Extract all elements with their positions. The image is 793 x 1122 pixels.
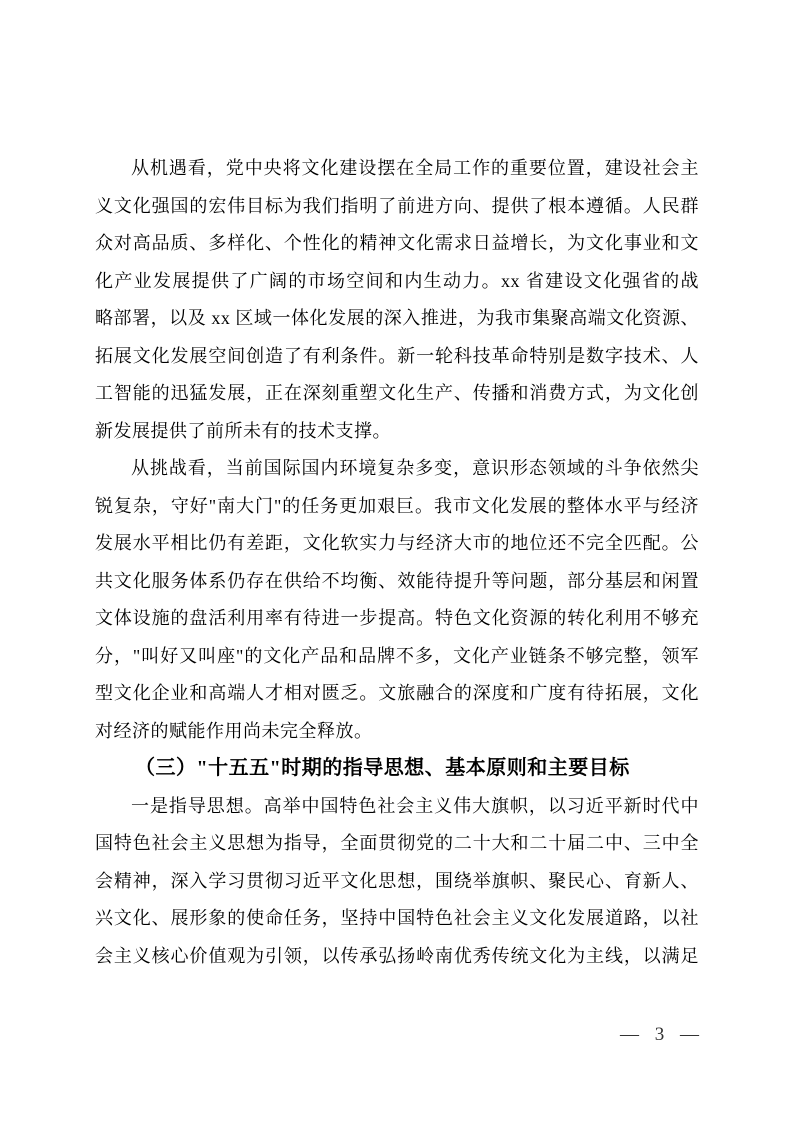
page-footer [620, 1022, 700, 1048]
paragraph [95, 150, 699, 450]
text-line: 一是指导思想。高举中国特色社会主义伟大旗帜，以习近平新时代中 [131, 795, 699, 816]
text-line: 文体设施的盘活利用率有待进一步提高。特色文化资源的转化利用不够充 [95, 608, 699, 628]
text-line: 会精神，深入学习贯彻习近平文化思想，围绕举旗帜、聚民心、育新人、 [95, 870, 699, 891]
text-line: 会主义核心价值观为引领，以传承弘扬岭南优秀传统文化为主线，以满足 [95, 945, 699, 966]
text-line: 新发展提供了前所未有的技术支撑。 [95, 420, 391, 441]
text-line: 拓展文化发展空间创造了有利条件。新一轮科技革命特别是数字技术、人 [95, 345, 699, 366]
text-line: 兴文化、展形象的使命任务，坚持中国特色社会主义文化发展道路，以社 [95, 908, 699, 928]
text-line: 略部署，以及 xx 区域一体化发展的深入推进，为我市集聚高端文化资源、 [95, 308, 699, 328]
paragraph [95, 450, 699, 750]
text-line: 众对高品质、多样化、个性化的精神文化需求日益增长，为文化事业和文 [95, 233, 699, 253]
text-line: 锐复杂，守好"南大门"的任务更加艰巨。我市文化发展的整体水平与经济 [95, 495, 699, 516]
text-line: 工智能的迅猛发展，正在深刻重塑文化生产、传播和消费方式，为文化创 [95, 383, 699, 403]
text-line: 从机遇看，党中央将文化建设摆在全局工作的重要位置，建设社会主 [131, 158, 699, 178]
section-heading [95, 750, 699, 788]
paragraph [95, 788, 699, 976]
text-line: 义文化强国的宏伟目标为我们指明了前进方向、提供了根本遵循。人民群 [95, 195, 699, 216]
text-line: 对经济的赋能作用尚未完全释放。 [95, 720, 373, 741]
document-body [95, 150, 699, 975]
text-line: 型文化企业和高端人才相对匮乏。文旅融合的深度和广度有待拓展，文化 [95, 683, 699, 703]
text-line: 共文化服务体系仍存在供给不均衡、效能待提升等问题，部分基层和闲置 [95, 570, 699, 591]
text-line: 从挑战看，当前国际国内环境复杂多变，意识形态领域的斗争依然尖 [131, 458, 699, 478]
heading-text-line: （三）"十五五"时期的指导思想、基本原则和主要目标 [135, 757, 630, 779]
text-line: 发展水平相比仍有差距，文化软实力与经济大市的地位还不完全匹配。公 [95, 533, 699, 553]
text-line: 分，"叫好又叫座"的文化产品和品牌不多，文化产业链条不够完整，领军 [95, 645, 699, 666]
text-line: 化产业发展提供了广阔的市场空间和内生动力。xx 省建设文化强省的战 [95, 270, 699, 291]
text-line: 国特色社会主义思想为指导，全面贯彻党的二十大和二十届二中、三中全 [95, 833, 699, 853]
page-number: — 3 — [620, 1024, 700, 1045]
